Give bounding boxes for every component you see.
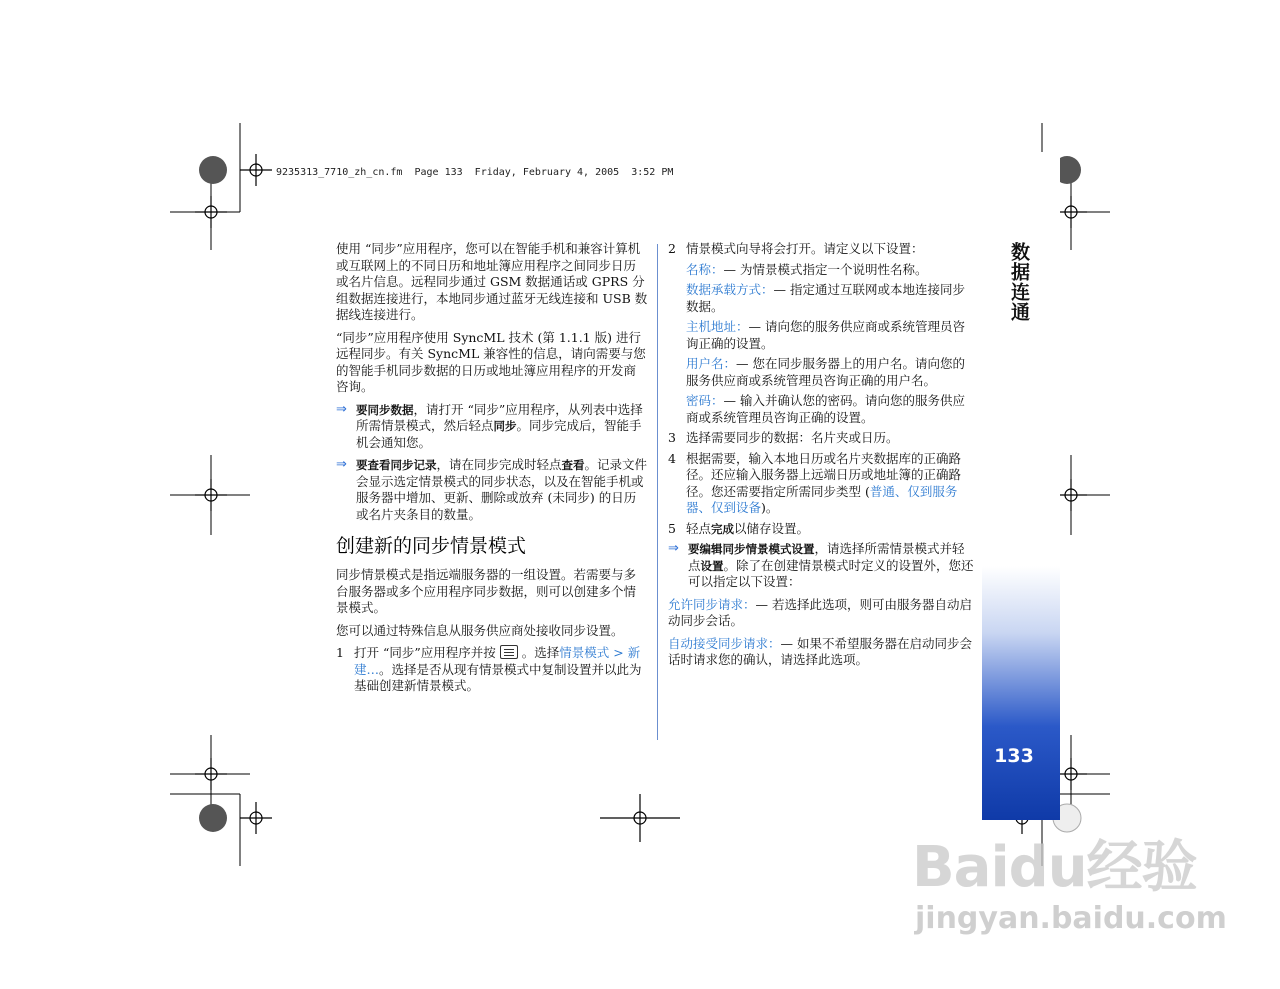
setting-label: 密码： <box>686 393 724 408</box>
setting-label: 数据承载方式： <box>686 282 774 297</box>
tip-arrow-icon: ⇒ <box>336 401 347 417</box>
profile-paragraph: 同步情景模式是指远端服务器的一组设置。若需要与多台服务器或多个应用程序同步数据，则可以创建多个情景模式。 <box>336 567 637 615</box>
syncml-paragraph: “同步”应用程序使用 SyncML 技术 (第 1.1.1 版) 进行远程同步。有关 SyncML 兼容性的信息，请向需要与您的智能手机同步数据的日历或地址簿应用程序的开发商咨询。 <box>336 329 646 394</box>
menu-new-link: 新建… <box>354 645 641 677</box>
step-2 <box>668 241 976 258</box>
step-4 <box>668 451 976 517</box>
sync-type-to-device: 仅到设备 <box>711 500 762 515</box>
setting-allow-sync <box>668 597 976 630</box>
setting-name <box>668 262 976 279</box>
tip-view-log <box>336 457 648 523</box>
step-text: 选择需要同步的数据：名片夹或日历。 <box>686 430 899 445</box>
tip-text-2: 。同步完成后，智能手机会通知您。 <box>356 418 642 450</box>
tip-text-2: 。记录文件会显示选定情景模式的同步状态，以及在智能手机或服务器中增加、更新、删除或放弃 (未同步) 的日历或名片夹条目的数量。 <box>356 457 648 522</box>
setting-host <box>668 319 976 352</box>
setting-desc: — 如果不希望服务器在启动同步会话时请求您的确认，请选择此选项。 <box>668 635 972 667</box>
step-text: 。选择是否从现有情景模式中复制设置并以此为基础创建新情景模式。 <box>354 661 642 693</box>
tip-text: ，请打开 “同步”应用程序，从列表中选择所需情景模式，然后轻点 <box>356 401 643 433</box>
step-text: 轻点 <box>686 520 712 536</box>
tip-text-2: 。除了在创建情景模式时定义的设置外，您还可以指定以下设置： <box>688 557 974 589</box>
tip-bold: 要同步数据 <box>356 402 414 417</box>
setting-label: 自动接受同步请求： <box>668 635 781 651</box>
setting-desc: — 输入并确认您的密码。请向您的服务供应商或系统管理员咨询正确的设置。 <box>686 393 965 425</box>
step-text: 情景模式向导将会打开。请定义以下设置： <box>686 241 924 256</box>
right-column <box>668 241 976 675</box>
tip-arrow-icon: ⇒ <box>668 541 679 556</box>
tip-text: ，请在同步完成时轻点 <box>436 457 562 472</box>
setting-desc: — 为情景模式指定一个说明性名称。 <box>723 261 928 277</box>
setting-label: 名称： <box>686 261 724 277</box>
setting-label: 允许同步请求： <box>668 596 756 612</box>
tip-text: ，请选择所需情景模式并轻点 <box>688 541 965 573</box>
setting-auto-accept <box>668 636 976 669</box>
setting-desc: — 若选择此选项，则可由服务器自动启动同步会话。 <box>668 596 972 628</box>
sync-type-sep: 、 <box>894 483 908 499</box>
sync-type-normal: 普通 <box>869 483 895 499</box>
chapter-title: 数据连通 <box>1008 242 1030 322</box>
step-bold: 完成 <box>711 521 735 536</box>
section-heading: 创建新的同步情景模式 <box>336 535 527 557</box>
page-number: 133 <box>994 745 1034 767</box>
setting-password <box>668 393 976 426</box>
tip-sync-data <box>336 402 648 452</box>
tip-bold-2: 设置 <box>700 558 724 573</box>
step-5 <box>668 521 976 538</box>
menu-separator: > <box>609 645 628 660</box>
file-header: 9235313_7710_zh_cn.fm Page 133 Friday, February 4, 2005 3:52 PM <box>276 167 674 178</box>
step-text: )。 <box>761 500 779 515</box>
setting-label: 主机地址： <box>686 319 749 334</box>
step-number: 2 <box>668 241 676 256</box>
setting-username <box>668 356 976 389</box>
setting-desc: — 请向您的服务供应商或系统管理员咨询正确的设置。 <box>686 319 965 351</box>
setting-label: 用户名： <box>686 356 737 371</box>
step-1 <box>336 645 648 695</box>
menu-key-icon <box>500 645 518 659</box>
tip-bold: 要编辑同步情景模式设置 <box>688 542 815 556</box>
step-3 <box>668 430 976 447</box>
step-number: 4 <box>668 450 676 466</box>
setting-bearer <box>668 282 976 315</box>
baidu-watermark: Baidu经验 <box>912 835 1197 900</box>
menu-profiles-link: 情景模式 <box>559 645 610 660</box>
column-divider <box>657 244 658 740</box>
intro-paragraph: 使用 “同步”应用程序，您可以在智能手机和兼容计算机或互联网上的不同日历和地址簿应用程序之间同步日历或名片信息。远程同步通过 GSM 数据通话或 GPRS 分组数据连接进行，本地同步通过蓝牙无线连接和 USB 数据线连接进行。 <box>336 241 648 322</box>
step-text: 打开 “同步”应用程序并按 <box>354 645 496 660</box>
step-text: 以储存设置。 <box>734 520 810 536</box>
step-text: 。选择 <box>521 645 560 660</box>
tip-edit-profile <box>668 541 976 591</box>
step-number: 5 <box>668 520 676 536</box>
step-text: 根据需要，输入本地日历或名片夹数据库的正确路径。还应输入服务器上远端日历或地址簿的正确路径。您还需要指定所需同步类型 ( <box>686 450 962 499</box>
step-number: 1 <box>336 645 344 660</box>
sync-type-to-server: 仅到服务器 <box>686 483 958 515</box>
tip-bold-2: 同步 <box>493 419 517 433</box>
tip-bold: 要查看同步记录 <box>356 458 437 472</box>
setting-desc: — 指定通过互联网或本地连接同步数据。 <box>686 282 965 314</box>
sync-type-sep: 、 <box>698 500 712 515</box>
step-number: 3 <box>668 430 676 445</box>
left-column <box>336 241 648 699</box>
baidu-watermark-url: jingyan.baidu.com <box>915 901 1227 936</box>
tip-bold-2: 查看 <box>561 458 585 472</box>
setting-desc: — 您在同步服务器上的用户名。请向您的服务供应商或系统管理员咨询正确的用户名。 <box>686 356 965 388</box>
receive-settings-paragraph: 您可以通过特殊信息从服务供应商处接收同步设置。 <box>336 622 624 638</box>
tip-arrow-icon: ⇒ <box>336 457 347 472</box>
